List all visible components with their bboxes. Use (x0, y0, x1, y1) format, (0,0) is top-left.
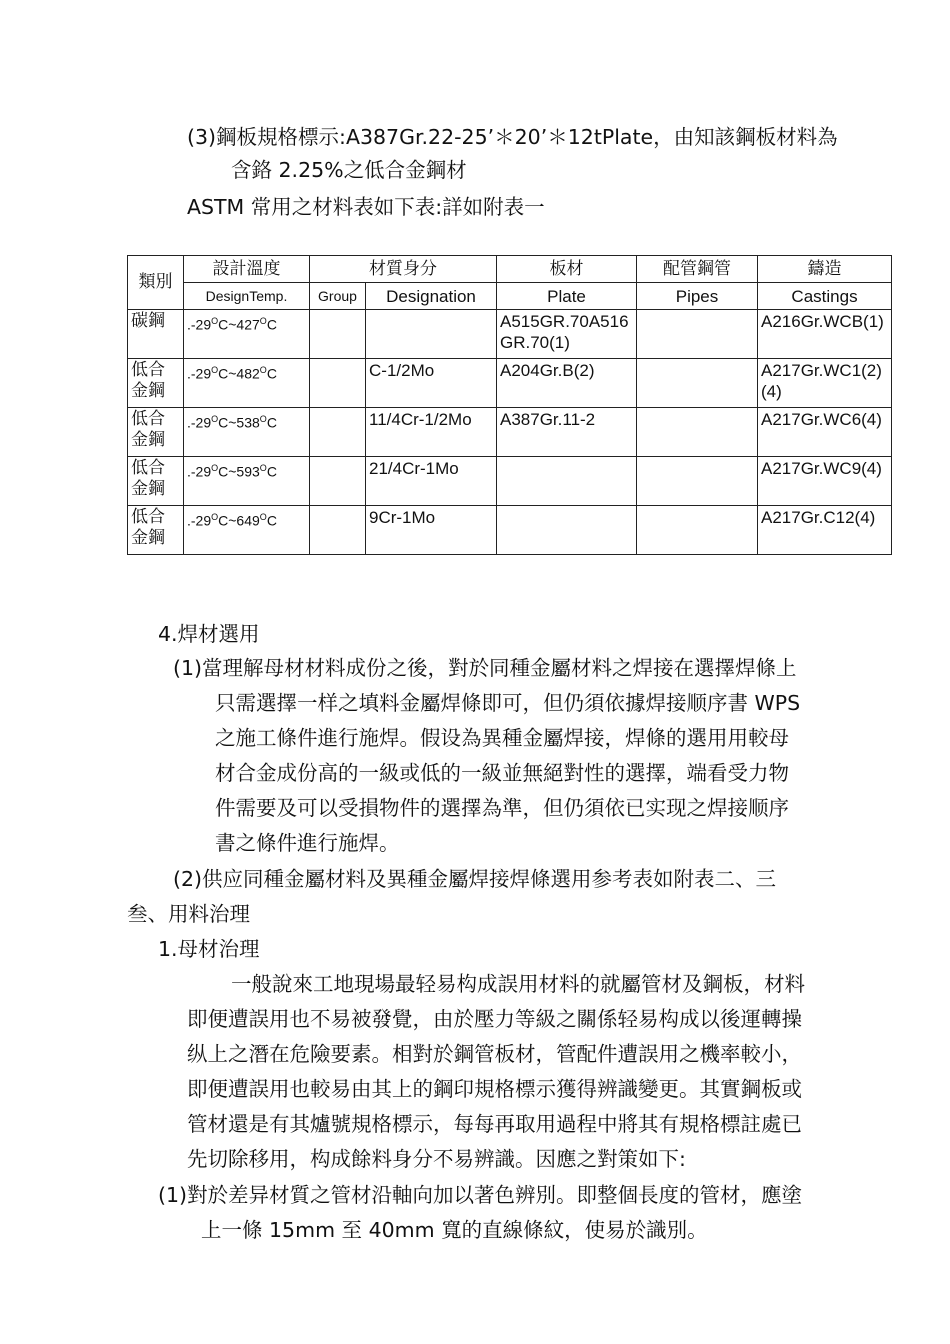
row-pipes (637, 310, 758, 359)
row-group (310, 359, 366, 408)
intro-line-2: 含鉻 2.25%之低合金鋼材 (231, 158, 467, 182)
row-pipes (637, 359, 758, 408)
degree-mark: O (259, 463, 267, 473)
row-plate: A387Gr.11-2 (497, 408, 637, 457)
header-design-temp: 設計溫度 (184, 256, 310, 283)
unit-celsius: C (266, 512, 277, 529)
table-row (128, 457, 892, 506)
countermeasure-1-line-1: (1)對於差异材質之管材沿軸向加以著色辨別。即整個長度的管材，應塗 (158, 1183, 803, 1207)
degree-mark: O (259, 414, 267, 424)
degree-mark: O (211, 414, 219, 424)
paragraph-1-line-6: 書之條件進行施焊。 (215, 831, 400, 855)
paragraph-1-line-1: (1)當理解母材材料成份之後，對於同種金屬材料之焊接在選擇焊條上 (173, 656, 797, 680)
row-designation (366, 310, 497, 359)
table-row (128, 359, 892, 408)
header-plate-en: Plate (497, 283, 637, 310)
row-designation: 9Cr-1Mo (366, 506, 497, 555)
unit-celsius: C (266, 414, 277, 431)
temp-high: C~538 (218, 414, 260, 431)
countermeasure-1-line-2: 上一條 15mm 至 40mm 寬的直線條紋，使易於識別。 (201, 1218, 708, 1242)
row-castings: A216Gr.WCB(1) (758, 310, 892, 359)
header-pipes: 配管鋼管 (637, 256, 758, 283)
subsection-1-title: 1.母材治理 (158, 937, 260, 961)
row-category: 低合金鋼 (128, 408, 184, 457)
row-designation: 21/4Cr-1Mo (366, 457, 497, 506)
row-category: 低合金鋼 (128, 457, 184, 506)
table-row (128, 408, 892, 457)
temp-low: .-29 (187, 463, 212, 480)
intro-line-1: (3)鋼板規格標示:A387Gr.22-25’＊20’＊12tPlate，由知該鋼板材料為 (187, 125, 838, 149)
table-header-row-1 (128, 256, 892, 283)
row-design-temp (184, 506, 310, 555)
header-material-id: 材質身分 (310, 256, 497, 283)
row-designation: 11/4Cr-1/2Mo (366, 408, 497, 457)
section-3-title: 叁、用料治理 (127, 902, 250, 926)
row-group (310, 506, 366, 555)
header-plate: 板材 (497, 256, 637, 283)
degree-mark: O (211, 365, 219, 375)
row-design-temp (184, 457, 310, 506)
material-paragraph-line-4: 即便遭誤用也較易由其上的鋼印規格標示獲得辨識變更。其實鋼板或 (187, 1077, 802, 1101)
paragraph-1-line-5: 件需要及可以受損物件的選擇為準，但仍須依已实现之焊接顺序 (215, 796, 789, 820)
table-row (128, 310, 892, 359)
intro-line-3: ASTM 常用之材料表如下表:詳如附表一 (187, 195, 545, 219)
astm-material-table (127, 255, 892, 555)
unit-celsius: C (266, 316, 277, 333)
header-design-temp-en: DesignTemp. (184, 283, 310, 310)
table-header-row-2 (128, 283, 892, 310)
row-group (310, 457, 366, 506)
row-plate (497, 506, 637, 555)
row-plate: A515GR.70A516GR.70(1) (497, 310, 637, 359)
paragraph-1-line-2: 只需選擇一样之填料金屬焊條即可，但仍須依據焊接顺序書 WPS (215, 691, 801, 715)
material-paragraph-line-1: 一般說來工地現場最轻易构成誤用材料的就屬管材及鋼板，材料 (231, 972, 805, 996)
header-designation-en: Designation (366, 283, 497, 310)
degree-mark: O (259, 365, 267, 375)
degree-mark: O (211, 316, 219, 326)
temp-high: C~482 (218, 365, 260, 382)
material-paragraph-line-6: 先切除移用，构成餘料身分不易辨識。因應之對策如下: (187, 1147, 686, 1171)
degree-mark: O (211, 463, 219, 473)
temp-low: .-29 (187, 316, 212, 333)
row-pipes (637, 506, 758, 555)
row-group (310, 408, 366, 457)
paragraph-2-line-1: (2)供应同種金屬材料及異種金屬焊接焊條選用参考表如附表二、三 (173, 867, 777, 891)
paragraph-1-line-3: 之施工條件進行施焊。假设為異種金屬焊接，焊條的選用用較母 (215, 726, 789, 750)
header-pipes-en: Pipes (637, 283, 758, 310)
header-group-en: Group (310, 283, 366, 310)
section-4-title: 4.焊材選用 (158, 622, 260, 646)
header-category: 類別 (128, 256, 184, 310)
header-castings: 鑄造 (758, 256, 892, 283)
row-pipes (637, 457, 758, 506)
row-plate (497, 457, 637, 506)
temp-low: .-29 (187, 414, 212, 431)
row-design-temp (184, 310, 310, 359)
row-category: 低合金鋼 (128, 359, 184, 408)
degree-mark: O (259, 512, 267, 522)
row-plate: A204Gr.B(2) (497, 359, 637, 408)
row-category: 低合金鋼 (128, 506, 184, 555)
paragraph-1-line-4: 材合金成份高的一級或低的一級並無絕對性的選擇，端看受力物 (215, 761, 789, 785)
table-row (128, 506, 892, 555)
row-castings: A217Gr.WC1(2)(4) (758, 359, 892, 408)
temp-high: C~427 (218, 316, 260, 333)
material-paragraph-line-5: 管材還是有其爐號規格標示，每每再取用過程中將其有規格標註處已 (187, 1112, 802, 1136)
row-category: 碳鋼 (128, 310, 184, 359)
unit-celsius: C (266, 463, 277, 480)
row-pipes (637, 408, 758, 457)
degree-mark: O (259, 316, 267, 326)
row-designation: C-1/2Mo (366, 359, 497, 408)
row-design-temp (184, 408, 310, 457)
material-paragraph-line-3: 纵上之潛在危險要素。相對於鋼管板材，管配件遭誤用之機率較小， (187, 1042, 802, 1066)
row-castings: A217Gr.WC6(4) (758, 408, 892, 457)
header-castings-en: Castings (758, 283, 892, 310)
unit-celsius: C (266, 365, 277, 382)
row-design-temp (184, 359, 310, 408)
temp-high: C~649 (218, 512, 260, 529)
material-paragraph-line-2: 即便遭誤用也不易被發覺，由於壓力等級之關係轻易构成以後運轉操 (187, 1007, 802, 1031)
row-castings: A217Gr.C12(4) (758, 506, 892, 555)
temp-high: C~593 (218, 463, 260, 480)
temp-low: .-29 (187, 365, 212, 382)
temp-low: .-29 (187, 512, 212, 529)
row-group (310, 310, 366, 359)
degree-mark: O (211, 512, 219, 522)
row-castings: A217Gr.WC9(4) (758, 457, 892, 506)
